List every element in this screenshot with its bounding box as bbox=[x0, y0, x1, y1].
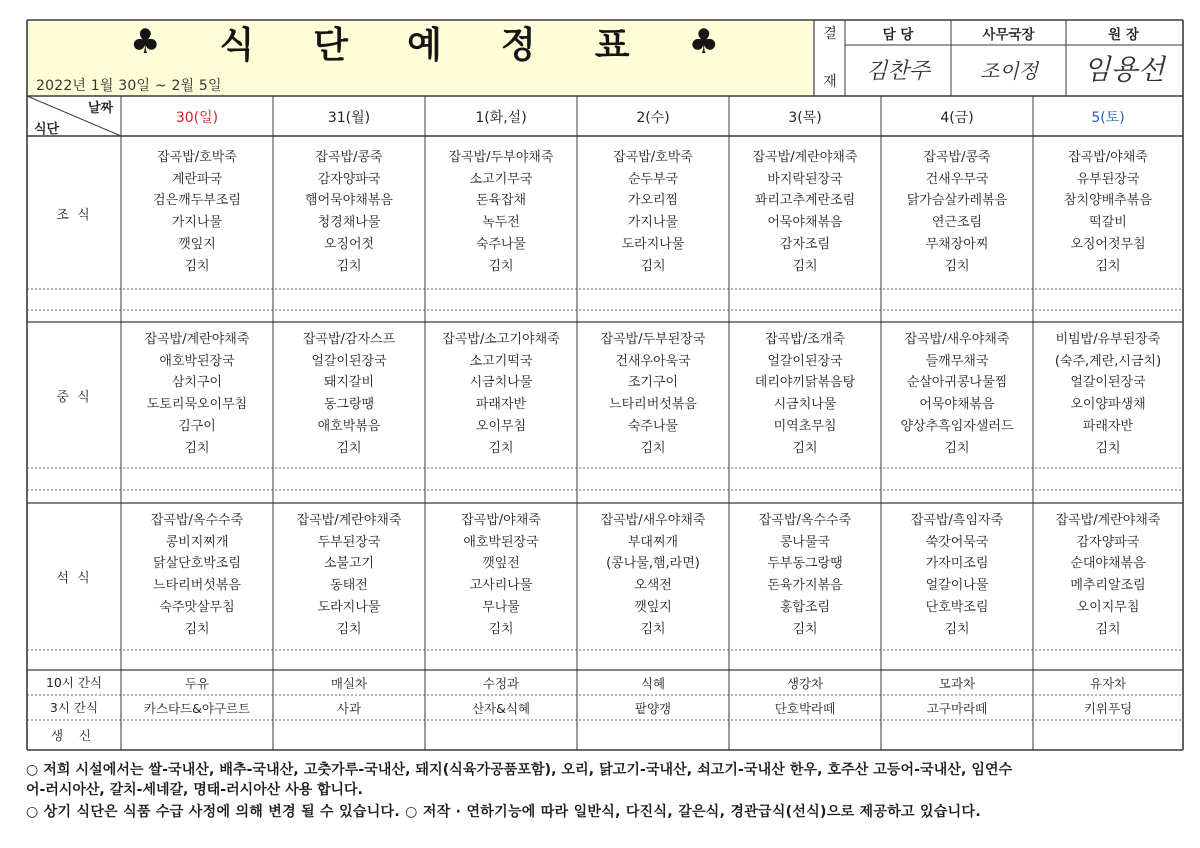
menu-item: (숙주,계란,시금치) bbox=[1054, 353, 1162, 369]
birthday-label: 생 신 bbox=[50, 728, 98, 743]
menu-item: 꽈리고추계란조림 bbox=[754, 193, 856, 209]
snack-cell: 두유 bbox=[184, 675, 210, 691]
menu-item: 파래자반 bbox=[475, 397, 527, 413]
menu-item: 김치 bbox=[488, 621, 514, 637]
menu-item: 김치 bbox=[1095, 621, 1121, 637]
menu-item: 잡곡밥/계란야채죽 bbox=[752, 150, 858, 165]
menu-item: 소고기떡국 bbox=[469, 353, 533, 369]
menu-item: 숙주나물 bbox=[627, 418, 679, 434]
menu-item: 미역초무침 bbox=[773, 418, 837, 434]
note-line: ○ 저희 시설에서는 쌀-국내산, 배추-국내산, 고춧가루-국내산, 돼지(식육가공품포함), 오리, 닭고기-국내산, 쇠고기-국내산 한우, 호주산 고등어-국내산, 임연수 bbox=[26, 762, 1013, 778]
menu-item: 김치 bbox=[792, 440, 818, 456]
menu-item: 연근조림 bbox=[931, 215, 983, 231]
menu-item: 무나물 bbox=[482, 599, 520, 615]
menu-item: 홍합조림 bbox=[779, 599, 831, 615]
menu-item: 검은깨두부조림 bbox=[153, 193, 241, 209]
menu-item: 단호박조림 bbox=[925, 599, 989, 615]
menu-item: 무채장아찌 bbox=[925, 236, 989, 252]
menu-item: 애호박된장국 bbox=[159, 353, 235, 369]
menu-item: 김치 bbox=[640, 621, 666, 637]
menu-item: 순살아귀콩나물찜 bbox=[906, 375, 1008, 391]
menu-item: 김치 bbox=[184, 440, 210, 456]
menu-item: 녹두전 bbox=[482, 215, 520, 231]
menu-item: 깻잎지 bbox=[178, 236, 216, 252]
menu-item: 잡곡밥/야채죽 bbox=[1068, 150, 1148, 165]
menu-item: 도라지나물 bbox=[621, 236, 685, 252]
menu-item: 잡곡밥/두부야채죽 bbox=[448, 150, 554, 165]
menu-item: 돼지갈비 bbox=[323, 375, 375, 391]
menu-item: 잡곡밥/호박죽 bbox=[613, 150, 693, 165]
day-header: 30(일) bbox=[175, 110, 219, 126]
menu-item: 애호박볶음 bbox=[317, 418, 381, 434]
menu-item: 동태전 bbox=[330, 578, 368, 594]
menu-item: 데리야끼닭볶음탕 bbox=[754, 375, 856, 391]
day-header: 1(화,설) bbox=[475, 110, 527, 126]
meal-label-lunch: 중 식 bbox=[56, 389, 92, 405]
menu-item: 깻잎전 bbox=[482, 556, 520, 572]
snack-cell: 단호박라떼 bbox=[774, 700, 836, 716]
menu-item: 시금치나물 bbox=[773, 397, 837, 413]
menu-item: 가자미조림 bbox=[925, 556, 989, 572]
menu-item: 잡곡밥/두부된장국 bbox=[600, 332, 706, 347]
menu-item: 김치 bbox=[944, 258, 970, 274]
club-suit-icon: ♣ bbox=[130, 22, 162, 62]
menu-item: 잡곡밥/호박죽 bbox=[157, 150, 237, 165]
menu-item: 오이양파생채 bbox=[1070, 397, 1146, 413]
menu-item: 깻잎지 bbox=[634, 599, 672, 615]
menu-item: 오색전 bbox=[634, 578, 672, 594]
menu-item: 유부된장국 bbox=[1076, 171, 1140, 187]
note-line: 어-러시아산, 갈치-세네갈, 명태-러시아산 사용 합니다. bbox=[26, 782, 363, 798]
menu-item: 김구이 bbox=[178, 418, 216, 434]
menu-item: 소고기무국 bbox=[469, 171, 533, 187]
menu-item: 잡곡밥/새우야채죽 bbox=[904, 332, 1010, 347]
corner-meal-label: 식단 bbox=[34, 122, 60, 137]
menu-item: 김치 bbox=[1095, 440, 1121, 456]
menu-item: 가오리찜 bbox=[627, 193, 679, 209]
menu-item: 김치 bbox=[640, 440, 666, 456]
menu-item: 햄어묵야채볶음 bbox=[305, 193, 393, 209]
menu-item: 비빔밥/유부된장죽 bbox=[1055, 332, 1161, 347]
menu-item: 순대야채볶음 bbox=[1070, 556, 1146, 572]
menu-item: 김치 bbox=[792, 258, 818, 274]
snack-cell: 팥양갱 bbox=[634, 700, 672, 716]
snack-cell: 산자&식혜 bbox=[471, 700, 531, 716]
approval-role: 사무국장 bbox=[982, 27, 1035, 43]
snack-cell: 식혜 bbox=[640, 675, 666, 691]
menu-item: 돈육가지볶음 bbox=[767, 578, 843, 594]
meal-label-dinner: 석 식 bbox=[56, 570, 92, 586]
menu-item: 오이지무침 bbox=[1076, 599, 1140, 615]
menu-item: 떡갈비 bbox=[1089, 215, 1127, 231]
signature: 임용선 bbox=[1083, 53, 1165, 86]
menu-item: 건새우무국 bbox=[925, 171, 989, 187]
menu-item: 잡곡밥/야채죽 bbox=[461, 513, 541, 528]
menu-item: 잡곡밥/흑임자죽 bbox=[910, 513, 1004, 528]
menu-item: 얼갈이나물 bbox=[925, 578, 989, 594]
menu-item: 오이무침 bbox=[475, 418, 527, 434]
menu-item: 얼갈이된장국 bbox=[1070, 375, 1146, 391]
snack-cell: 고구마라떼 bbox=[926, 700, 988, 716]
menu-item: 김치 bbox=[336, 621, 362, 637]
note-line: ○ 상기 식단은 식품 수급 사정에 의해 변경 될 수 있습니다. ○ 저작 · 연하기능에 따라 일반식, 다진식, 갈은식, 경관급식(선식)으로 제공하고 있습니다. bbox=[26, 804, 981, 820]
menu-item: 잡곡밥/조개죽 bbox=[765, 332, 845, 347]
menu-item: 감자양파국 bbox=[317, 171, 381, 187]
snack-cell: 유자차 bbox=[1089, 675, 1127, 691]
menu-item: 양상추흑임자샐러드 bbox=[900, 418, 1014, 434]
snack-cell: 매실차 bbox=[330, 675, 368, 691]
menu-item: 김치 bbox=[640, 258, 666, 274]
snack-label-3pm: 3시 간식 bbox=[49, 700, 99, 715]
menu-item: 잡곡밥/감자스프 bbox=[302, 332, 396, 347]
menu-item: 감자양파국 bbox=[1076, 534, 1140, 550]
menu-item: 김치 bbox=[336, 440, 362, 456]
menu-item: 느타리버섯볶음 bbox=[609, 397, 697, 413]
menu-item: 잡곡밥/계란야채죽 bbox=[144, 332, 250, 347]
approval-role: 담 당 bbox=[882, 27, 914, 43]
menu-item: 부대찌개 bbox=[627, 534, 679, 550]
day-header: 31(월) bbox=[327, 110, 371, 126]
meal-label-breakfast: 조 식 bbox=[56, 207, 92, 223]
title-char: 단 bbox=[313, 24, 350, 66]
menu-item: 도토리묵오이무침 bbox=[146, 397, 248, 413]
menu-item: 건새우아욱국 bbox=[615, 353, 691, 369]
menu-item: 시금치나물 bbox=[469, 375, 533, 391]
approval-label-bottom: 재 bbox=[823, 74, 837, 90]
menu-item: 도라지나물 bbox=[317, 599, 381, 615]
grid-line bbox=[27, 96, 121, 136]
snack-cell: 모과차 bbox=[938, 675, 976, 691]
menu-item: 메추리알조림 bbox=[1070, 578, 1146, 594]
menu-item: 김치 bbox=[944, 621, 970, 637]
snack-cell: 카스타드&야구르트 bbox=[143, 700, 251, 716]
menu-item: 계란파국 bbox=[171, 171, 223, 187]
menu-item: 조기구이 bbox=[627, 375, 679, 391]
signature: 김찬주 bbox=[866, 58, 930, 84]
date-range: 2022년 1월 30일 ~ 2월 5일 bbox=[36, 78, 222, 94]
menu-item: 오징어젓무침 bbox=[1070, 236, 1146, 252]
day-header: 4(금) bbox=[940, 110, 974, 126]
day-header: 5(토) bbox=[1091, 110, 1125, 126]
menu-item: 두부동그랑땡 bbox=[767, 556, 843, 572]
menu-item: 얼갈이된장국 bbox=[311, 353, 387, 369]
menu-item: 돈육잡채 bbox=[475, 193, 527, 209]
menu-item: 김치 bbox=[336, 258, 362, 274]
menu-item: 잡곡밥/옥수수죽 bbox=[758, 513, 852, 528]
menu-item: 김치 bbox=[792, 621, 818, 637]
menu-item: 가지나물 bbox=[171, 215, 223, 231]
menu-item: 들깨무채국 bbox=[925, 353, 989, 369]
snack-label-10am: 10시 간식 bbox=[45, 675, 103, 690]
day-header: 2(수) bbox=[636, 110, 670, 126]
menu-item: 숙주맛살무침 bbox=[159, 599, 235, 615]
approval-role: 원 장 bbox=[1108, 27, 1139, 43]
menu-item: 가지나물 bbox=[627, 215, 679, 231]
day-header: 3(목) bbox=[788, 110, 822, 126]
menu-item: 콩나물국 bbox=[779, 534, 831, 550]
menu-item: 잡곡밥/계란야채죽 bbox=[1055, 513, 1161, 528]
menu-item: 잡곡밥/새우야채죽 bbox=[600, 513, 706, 528]
corner-date-label: 날짜 bbox=[88, 101, 114, 116]
menu-item: 김치 bbox=[488, 440, 514, 456]
menu-item: 오징어젓 bbox=[323, 236, 375, 252]
menu-item: 파래자반 bbox=[1082, 418, 1134, 434]
approval-label-top: 결 bbox=[823, 26, 837, 42]
menu-item: 어묵야채볶음 bbox=[767, 215, 843, 231]
snack-cell: 사과 bbox=[336, 700, 362, 716]
menu-item: 동그랑땡 bbox=[323, 397, 375, 413]
menu-item: 청경채나물 bbox=[317, 215, 381, 231]
menu-item: 어묵야채볶음 bbox=[919, 397, 995, 413]
menu-item: 숙주나물 bbox=[475, 236, 527, 252]
snack-cell: 수정과 bbox=[482, 675, 520, 691]
menu-item: 고사리나물 bbox=[469, 578, 533, 594]
signature: 조이정 bbox=[980, 58, 1038, 83]
menu-item: 잡곡밥/콩죽 bbox=[315, 150, 383, 165]
menu-item: 삼치구이 bbox=[171, 375, 223, 391]
menu-item: 쑥갓어묵국 bbox=[925, 534, 989, 550]
menu-item: 잡곡밥/계란야채죽 bbox=[296, 513, 402, 528]
menu-item: 김치 bbox=[1095, 258, 1121, 274]
menu-item: 김치 bbox=[488, 258, 514, 274]
menu-item: 애호박된장국 bbox=[463, 534, 539, 550]
menu-item: 소불고기 bbox=[323, 556, 375, 572]
snack-cell: 키위푸딩 bbox=[1083, 700, 1133, 716]
menu-item: 잡곡밥/옥수수죽 bbox=[150, 513, 244, 528]
menu-item: 김치 bbox=[184, 258, 210, 274]
title-char: 표 bbox=[594, 24, 631, 66]
menu-item: 감자조림 bbox=[779, 236, 831, 252]
club-suit-icon: ♣ bbox=[688, 22, 720, 62]
menu-item: 닭살단호박조림 bbox=[153, 556, 241, 572]
title-char: 식 bbox=[219, 24, 256, 66]
menu-item: 김치 bbox=[944, 440, 970, 456]
menu-item: 느타리버섯볶음 bbox=[153, 578, 241, 594]
menu-item: 김치 bbox=[184, 621, 210, 637]
snack-cell: 생강차 bbox=[786, 675, 824, 691]
menu-item: 잡곡밥/콩죽 bbox=[923, 150, 991, 165]
menu-item: 잡곡밥/소고기야채죽 bbox=[442, 332, 560, 347]
menu-item: 두부된장국 bbox=[317, 534, 381, 550]
menu-item: 바지락된장국 bbox=[767, 171, 843, 187]
menu-item: 참치양배추볶음 bbox=[1064, 193, 1152, 209]
title-char: 정 bbox=[500, 24, 537, 66]
menu-item: 콩비지찌개 bbox=[165, 534, 229, 550]
menu-item: 닭가슴살카레볶음 bbox=[906, 193, 1008, 209]
menu-item: 얼갈이된장국 bbox=[767, 353, 843, 369]
title-char: 예 bbox=[407, 24, 443, 66]
menu-item: (콩나물,햄,라면) bbox=[606, 556, 700, 572]
menu-item: 순두부국 bbox=[627, 171, 679, 187]
